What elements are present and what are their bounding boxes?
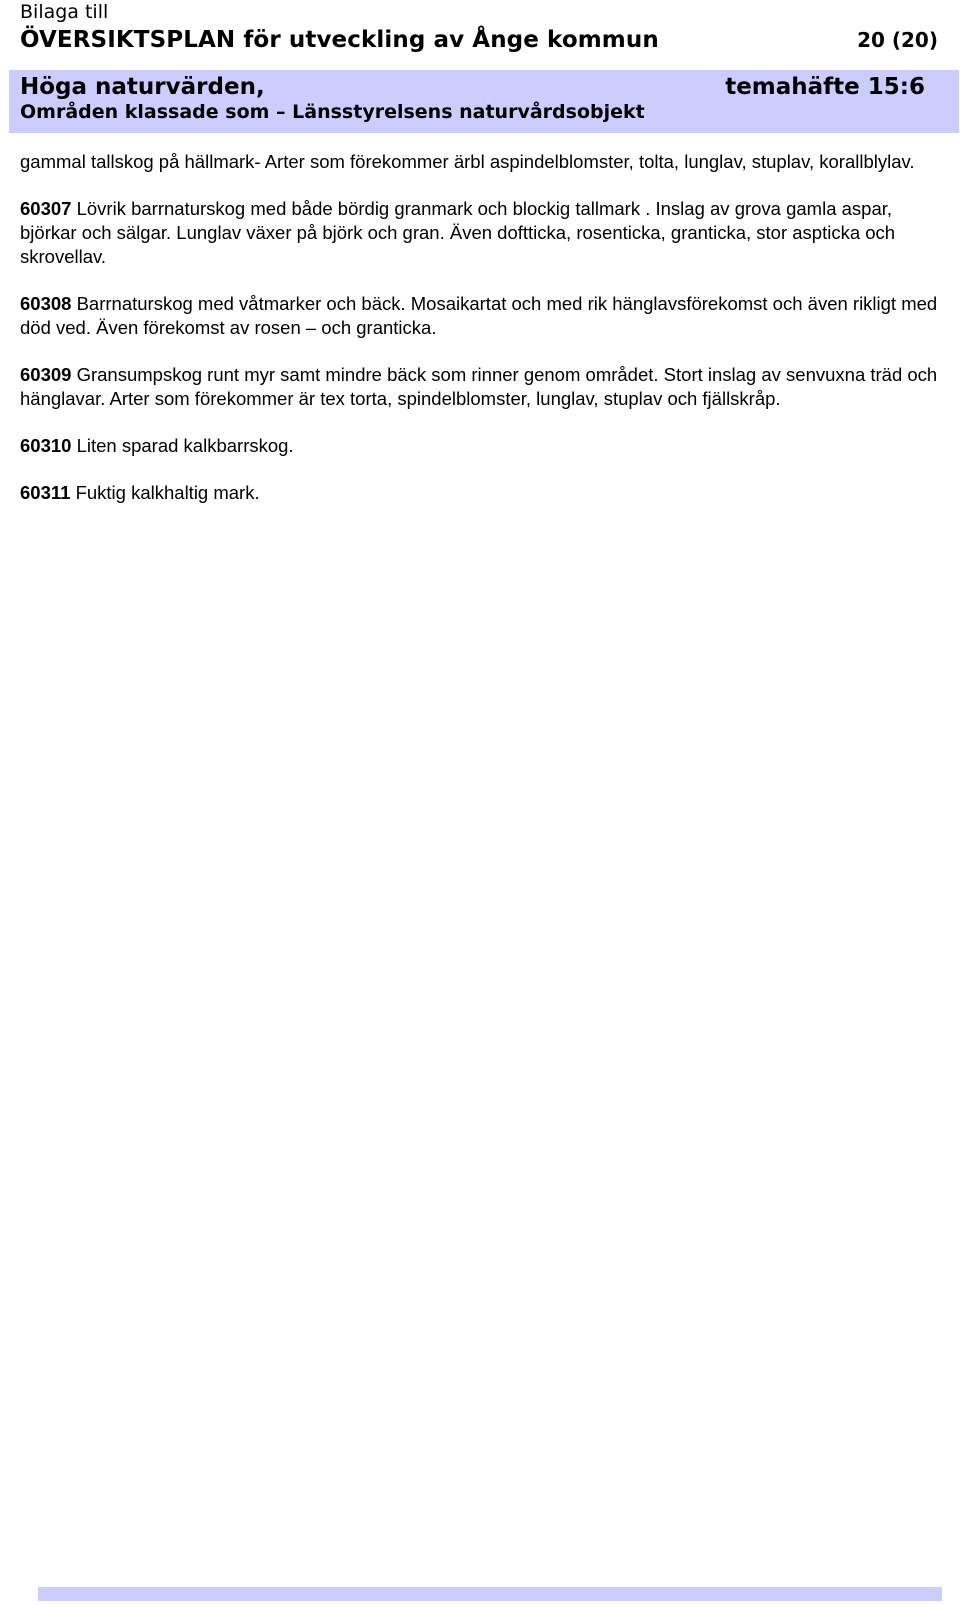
appendix-label: Bilaga till <box>20 1 109 23</box>
paragraph-continued <box>20 150 940 174</box>
theme-banner <box>9 70 959 133</box>
paragraph-60308 <box>20 292 940 340</box>
document-header <box>20 0 940 56</box>
paragraph-text: Lövrik barrnaturskog med både bördig granmark och blockig tallmark . Inslag av grova gamla aspar, björkar och sälgar. Lunglav växer på björk och gran. Även doftticka, rosenticka, granticka, stor aspticka och skrovellav. <box>20 198 896 267</box>
page-number: 20 (20) <box>857 28 938 52</box>
paragraph-60311 <box>20 481 940 505</box>
object-id: 60308 <box>20 293 72 314</box>
paragraph-text: Barrnaturskog med våtmarker och bäck. Mosaikartat och med rik hänglavsförekomst och även rikligt med död ved. Även förekomst av rosen – och granticka. <box>20 293 938 338</box>
plan-title: ÖVERSIKTSPLAN för utveckling av Ånge kommun <box>20 27 659 53</box>
paragraph-text: gammal tallskog på hällmark- Arter som förekommer ärbl aspindelblomster, tolta, lunglav, stuplav, korallblylav. <box>20 151 915 172</box>
plan-title-row <box>20 24 940 56</box>
paragraph-60309 <box>20 363 940 411</box>
theme-booklet-number: temahäfte 15:6 <box>725 74 925 100</box>
theme-subtitle: Områden klassade som – Länsstyrelsens naturvårdsobjekt <box>20 101 645 123</box>
footer-band <box>38 1587 942 1601</box>
object-id: 60311 <box>20 482 71 503</box>
paragraph-text: Gransumpskog runt myr samt mindre bäck som rinner genom området. Stort inslag av senvuxna träd och hänglavar. Arter som förekommer är tex torta, spindelblomster, lunglav, stuplav och fjällskråp. <box>20 364 938 409</box>
paragraph-60307 <box>20 197 940 269</box>
theme-banner-content <box>20 72 925 125</box>
theme-title-row <box>20 72 925 102</box>
theme-title: Höga naturvärden, <box>20 74 265 100</box>
paragraph-60310 <box>20 434 940 458</box>
object-id: 60307 <box>20 198 72 219</box>
paragraph-text: Fuktig kalkhaltig mark. <box>70 482 260 503</box>
object-id: 60309 <box>20 364 72 385</box>
paragraph-text: Liten sparad kalkbarrskog. <box>71 435 294 456</box>
document-body <box>20 150 940 528</box>
object-id: 60310 <box>20 435 72 456</box>
